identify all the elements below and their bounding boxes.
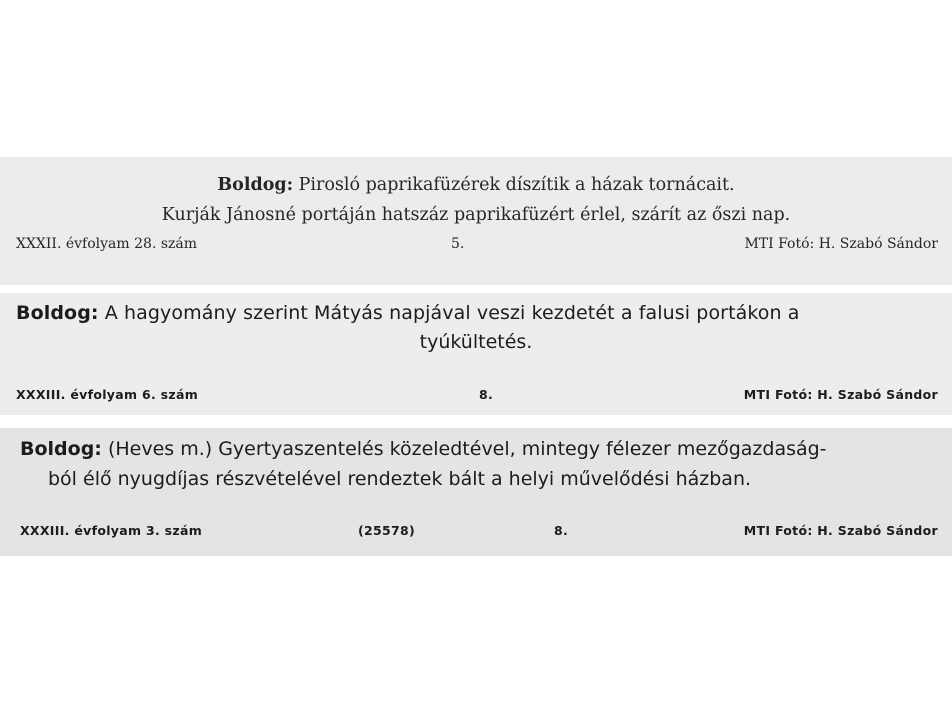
issue-number: XXXIII. évfolyam 6. szám bbox=[16, 387, 199, 402]
caption-line-1 bbox=[20, 438, 827, 460]
caption-line-2: Kurják Jánosné portáján hatszáz paprikafüzért érlel, szárít az őszi nap. bbox=[161, 205, 791, 225]
issue-number: XXXII. évfolyam 28. szám bbox=[16, 236, 198, 252]
caption-text: A hagyomány szerint Mátyás napjával veszi kezdetét a falusi portákon a bbox=[98, 302, 800, 324]
caption-line-2: ból élő nyugdíjas részvételével rendeztek bált a helyi művelődési házban. bbox=[48, 468, 752, 490]
photo-credit: MTI Fotó: H. Szabó Sándor bbox=[743, 523, 938, 538]
caption-line-2: tyúkültetés. bbox=[419, 331, 533, 353]
caption-label: Boldog: bbox=[16, 302, 99, 324]
page-number: 8. bbox=[554, 523, 569, 538]
photo-credit: MTI Fotó: H. Szabó Sándor bbox=[743, 387, 938, 402]
caption-text: Pirosló paprikafüzérek díszítik a házak tornácait. bbox=[293, 175, 735, 195]
archive-code: (25578) bbox=[358, 523, 416, 538]
caption-line-1 bbox=[0, 175, 952, 195]
caption-line-1 bbox=[16, 302, 800, 324]
photo-credit: MTI Fotó: H. Szabó Sándor bbox=[744, 236, 938, 252]
caption-strip-1 bbox=[0, 157, 952, 285]
caption-text: (Heves m.) Gyertyaszentelés közeledtével, mintegy félezer mezőgazdaság- bbox=[101, 438, 827, 460]
issue-number: XXXIII. évfolyam 3. szám bbox=[20, 523, 203, 538]
caption-strip-3 bbox=[0, 428, 952, 556]
caption-label: Boldog: bbox=[217, 175, 294, 195]
page-number: 8. bbox=[479, 387, 494, 402]
caption-label: Boldog: bbox=[20, 438, 102, 460]
page-number: 5. bbox=[451, 236, 465, 252]
caption-strip-2 bbox=[0, 293, 952, 415]
